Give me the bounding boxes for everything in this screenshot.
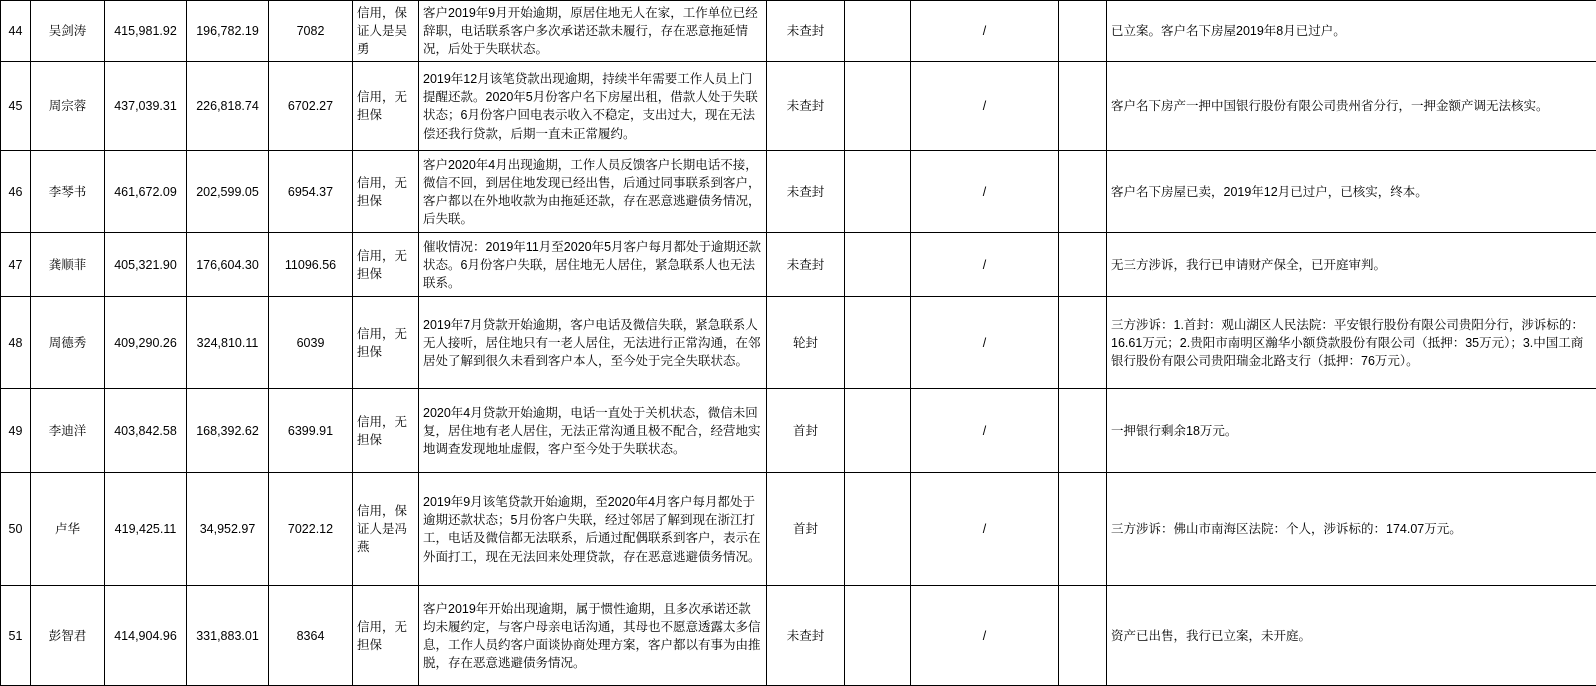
cell-slash: / bbox=[911, 233, 1059, 297]
cell-blank-1 bbox=[845, 389, 911, 473]
cell-blank-2 bbox=[1059, 62, 1107, 151]
cell-amount3: 8364 bbox=[269, 586, 353, 686]
cell-slash: / bbox=[911, 62, 1059, 151]
cell-seal-status: 未查封 bbox=[767, 151, 845, 233]
cell-slash: / bbox=[911, 586, 1059, 686]
cell-blank-2 bbox=[1059, 389, 1107, 473]
cell-blank-2 bbox=[1059, 151, 1107, 233]
cell-amount2: 202,599.05 bbox=[187, 151, 269, 233]
cell-description: 客户2019年9月开始逾期，原居住地无人在家，工作单位已经辞职，电话联系客户多次承诺还款未履行，存在恶意拖延情况，后处于失联状态。 bbox=[419, 1, 767, 62]
cell-blank-1 bbox=[845, 62, 911, 151]
table-row bbox=[1, 297, 1596, 389]
cell-blank-2 bbox=[1059, 233, 1107, 297]
cell-guarantee-type: 信用，无担保 bbox=[353, 389, 419, 473]
cell-amount3: 6954.37 bbox=[269, 151, 353, 233]
table-row bbox=[1, 473, 1596, 586]
cell-slash: / bbox=[911, 297, 1059, 389]
cell-index: 47 bbox=[1, 233, 31, 297]
cell-description: 客户2020年4月出现逾期，工作人员反馈客户长期电话不接，微信不回，到居住地发现已经出售，后通过同事联系到客户，客户都以在外地收款为由拖延还款，存在恶意逃避债务情况，后失联。 bbox=[419, 151, 767, 233]
table-row bbox=[1, 586, 1596, 686]
cell-blank-1 bbox=[845, 1, 911, 62]
cell-seal-status: 未查封 bbox=[767, 586, 845, 686]
cell-description: 2019年12月该笔贷款出现逾期，持续半年需要工作人员上门提醒还款。2020年5月份客户名下房屋出租，借款人处于失联状态；6月份客户回电表示收入不稳定，支出过大，现在无法偿还我行贷款，后期一直未正常履约。 bbox=[419, 62, 767, 151]
cell-guarantee-type: 信用，保证人是吴勇 bbox=[353, 1, 419, 62]
cell-index: 44 bbox=[1, 1, 31, 62]
cell-amount1: 409,290.26 bbox=[105, 297, 187, 389]
cell-amount1: 414,904.96 bbox=[105, 586, 187, 686]
cell-seal-status: 轮封 bbox=[767, 297, 845, 389]
cell-name: 卢华 bbox=[31, 473, 105, 586]
cell-slash: / bbox=[911, 389, 1059, 473]
cell-amount2: 331,883.01 bbox=[187, 586, 269, 686]
cell-amount1: 403,842.58 bbox=[105, 389, 187, 473]
table-row bbox=[1, 233, 1596, 297]
cell-amount3: 7022.12 bbox=[269, 473, 353, 586]
cell-amount3: 6039 bbox=[269, 297, 353, 389]
cell-amount3: 11096.56 bbox=[269, 233, 353, 297]
cell-amount3: 6399.91 bbox=[269, 389, 353, 473]
cell-seal-status: 未查封 bbox=[767, 233, 845, 297]
cell-description: 2020年4月贷款开始逾期，电话一直处于关机状态，微信未回复，居住地有老人居住，无法正常沟通且极不配合，经营地实地调查发现地址虚假，客户至今处于失联状态。 bbox=[419, 389, 767, 473]
cell-seal-status: 首封 bbox=[767, 473, 845, 586]
cell-amount2: 168,392.62 bbox=[187, 389, 269, 473]
cell-blank-1 bbox=[845, 297, 911, 389]
cell-guarantee-type: 信用，无担保 bbox=[353, 151, 419, 233]
table-row bbox=[1, 1, 1596, 62]
cell-blank-2 bbox=[1059, 473, 1107, 586]
cell-amount3: 6702.27 bbox=[269, 62, 353, 151]
cell-guarantee-type: 信用，无担保 bbox=[353, 297, 419, 389]
cell-amount1: 419,425.11 bbox=[105, 473, 187, 586]
cell-guarantee-type: 信用，保证人是冯燕 bbox=[353, 473, 419, 586]
cell-name: 彭智君 bbox=[31, 586, 105, 686]
cell-name: 周德秀 bbox=[31, 297, 105, 389]
cell-note: 无三方涉诉，我行已申请财产保全，已开庭审判。 bbox=[1107, 233, 1596, 297]
cell-blank-2 bbox=[1059, 586, 1107, 686]
cell-amount2: 34,952.97 bbox=[187, 473, 269, 586]
cell-amount1: 437,039.31 bbox=[105, 62, 187, 151]
cell-note: 一押银行剩余18万元。 bbox=[1107, 389, 1596, 473]
cell-description: 2019年7月贷款开始逾期，客户电话及微信失联，紧急联系人无人接听，居住地只有一老人居住，无法进行正常沟通，在邻居处了解到很久未看到客户本人，至今处于完全失联状态。 bbox=[419, 297, 767, 389]
cell-description: 客户2019年开始出现逾期，属于惯性逾期，且多次承诺还款均未履约定，与客户母亲电话沟通，其母也不愿意透露太多信息，工作人员约客户面谈协商处理方案，客户都以有事为由推脱，存在恶意逃避债务情况。 bbox=[419, 586, 767, 686]
cell-note: 客户名下房产一押中国银行股份有限公司贵州省分行，一押金额产调无法核实。 bbox=[1107, 62, 1596, 151]
cell-guarantee-type: 信用，无担保 bbox=[353, 62, 419, 151]
cell-amount2: 226,818.74 bbox=[187, 62, 269, 151]
table-row bbox=[1, 151, 1596, 233]
cell-amount3: 7082 bbox=[269, 1, 353, 62]
cell-seal-status: 未查封 bbox=[767, 62, 845, 151]
cell-slash: / bbox=[911, 151, 1059, 233]
cell-note: 资产已出售，我行已立案，未开庭。 bbox=[1107, 586, 1596, 686]
cell-note: 三方涉诉：佛山市南海区法院：个人，涉诉标的：174.07万元。 bbox=[1107, 473, 1596, 586]
cell-slash: / bbox=[911, 473, 1059, 586]
table-row bbox=[1, 62, 1596, 151]
cell-slash: / bbox=[911, 1, 1059, 62]
cell-description: 2019年9月该笔贷款开始逾期，至2020年4月客户每月都处于逾期还款状态；5月份客户失联，经过邻居了解到现在浙江打工，电话及微信都无法联系，后通过配偶联系到客户，表示在外面打工，现在无法回来处理贷款，存在恶意逃避债务情况。 bbox=[419, 473, 767, 586]
cell-note: 客户名下房屋已卖，2019年12月已过户，已核实，终本。 bbox=[1107, 151, 1596, 233]
cell-guarantee-type: 信用，无担保 bbox=[353, 233, 419, 297]
cell-amount1: 405,321.90 bbox=[105, 233, 187, 297]
cell-index: 48 bbox=[1, 297, 31, 389]
cell-seal-status: 未查封 bbox=[767, 1, 845, 62]
cell-blank-1 bbox=[845, 473, 911, 586]
cell-index: 45 bbox=[1, 62, 31, 151]
cell-description: 催收情况：2019年11月至2020年5月客户每月都处于逾期还款状态。6月份客户失联，居住地无人居住，紧急联系人也无法联系。 bbox=[419, 233, 767, 297]
cell-name: 吴剑涛 bbox=[31, 1, 105, 62]
cell-index: 49 bbox=[1, 389, 31, 473]
cell-amount2: 196,782.19 bbox=[187, 1, 269, 62]
cell-index: 51 bbox=[1, 586, 31, 686]
cell-blank-2 bbox=[1059, 1, 1107, 62]
table-body bbox=[1, 1, 1596, 686]
cell-blank-1 bbox=[845, 586, 911, 686]
cell-name: 李迪洋 bbox=[31, 389, 105, 473]
cell-amount1: 461,672.09 bbox=[105, 151, 187, 233]
cell-name: 龚顺菲 bbox=[31, 233, 105, 297]
cell-index: 50 bbox=[1, 473, 31, 586]
table-row bbox=[1, 389, 1596, 473]
cell-name: 周宗蓉 bbox=[31, 62, 105, 151]
cell-note: 已立案。客户名下房屋2019年8月已过户。 bbox=[1107, 1, 1596, 62]
cell-blank-1 bbox=[845, 233, 911, 297]
cell-amount2: 324,810.11 bbox=[187, 297, 269, 389]
cell-name: 李琴书 bbox=[31, 151, 105, 233]
cell-guarantee-type: 信用，无担保 bbox=[353, 586, 419, 686]
cell-amount1: 415,981.92 bbox=[105, 1, 187, 62]
cell-index: 46 bbox=[1, 151, 31, 233]
cell-blank-2 bbox=[1059, 297, 1107, 389]
cell-amount2: 176,604.30 bbox=[187, 233, 269, 297]
cell-note: 三方涉诉：1.首封：观山湖区人民法院：平安银行股份有限公司贵阳分行，涉诉标的：16.61万元；2.贵阳市南明区瀚华小额贷款股份有限公司（抵押：35万元）；3.中国工商银行股份有限公司贵阳瑞金北路支行（抵押：76万元）。 bbox=[1107, 297, 1596, 389]
cell-blank-1 bbox=[845, 151, 911, 233]
cell-seal-status: 首封 bbox=[767, 389, 845, 473]
